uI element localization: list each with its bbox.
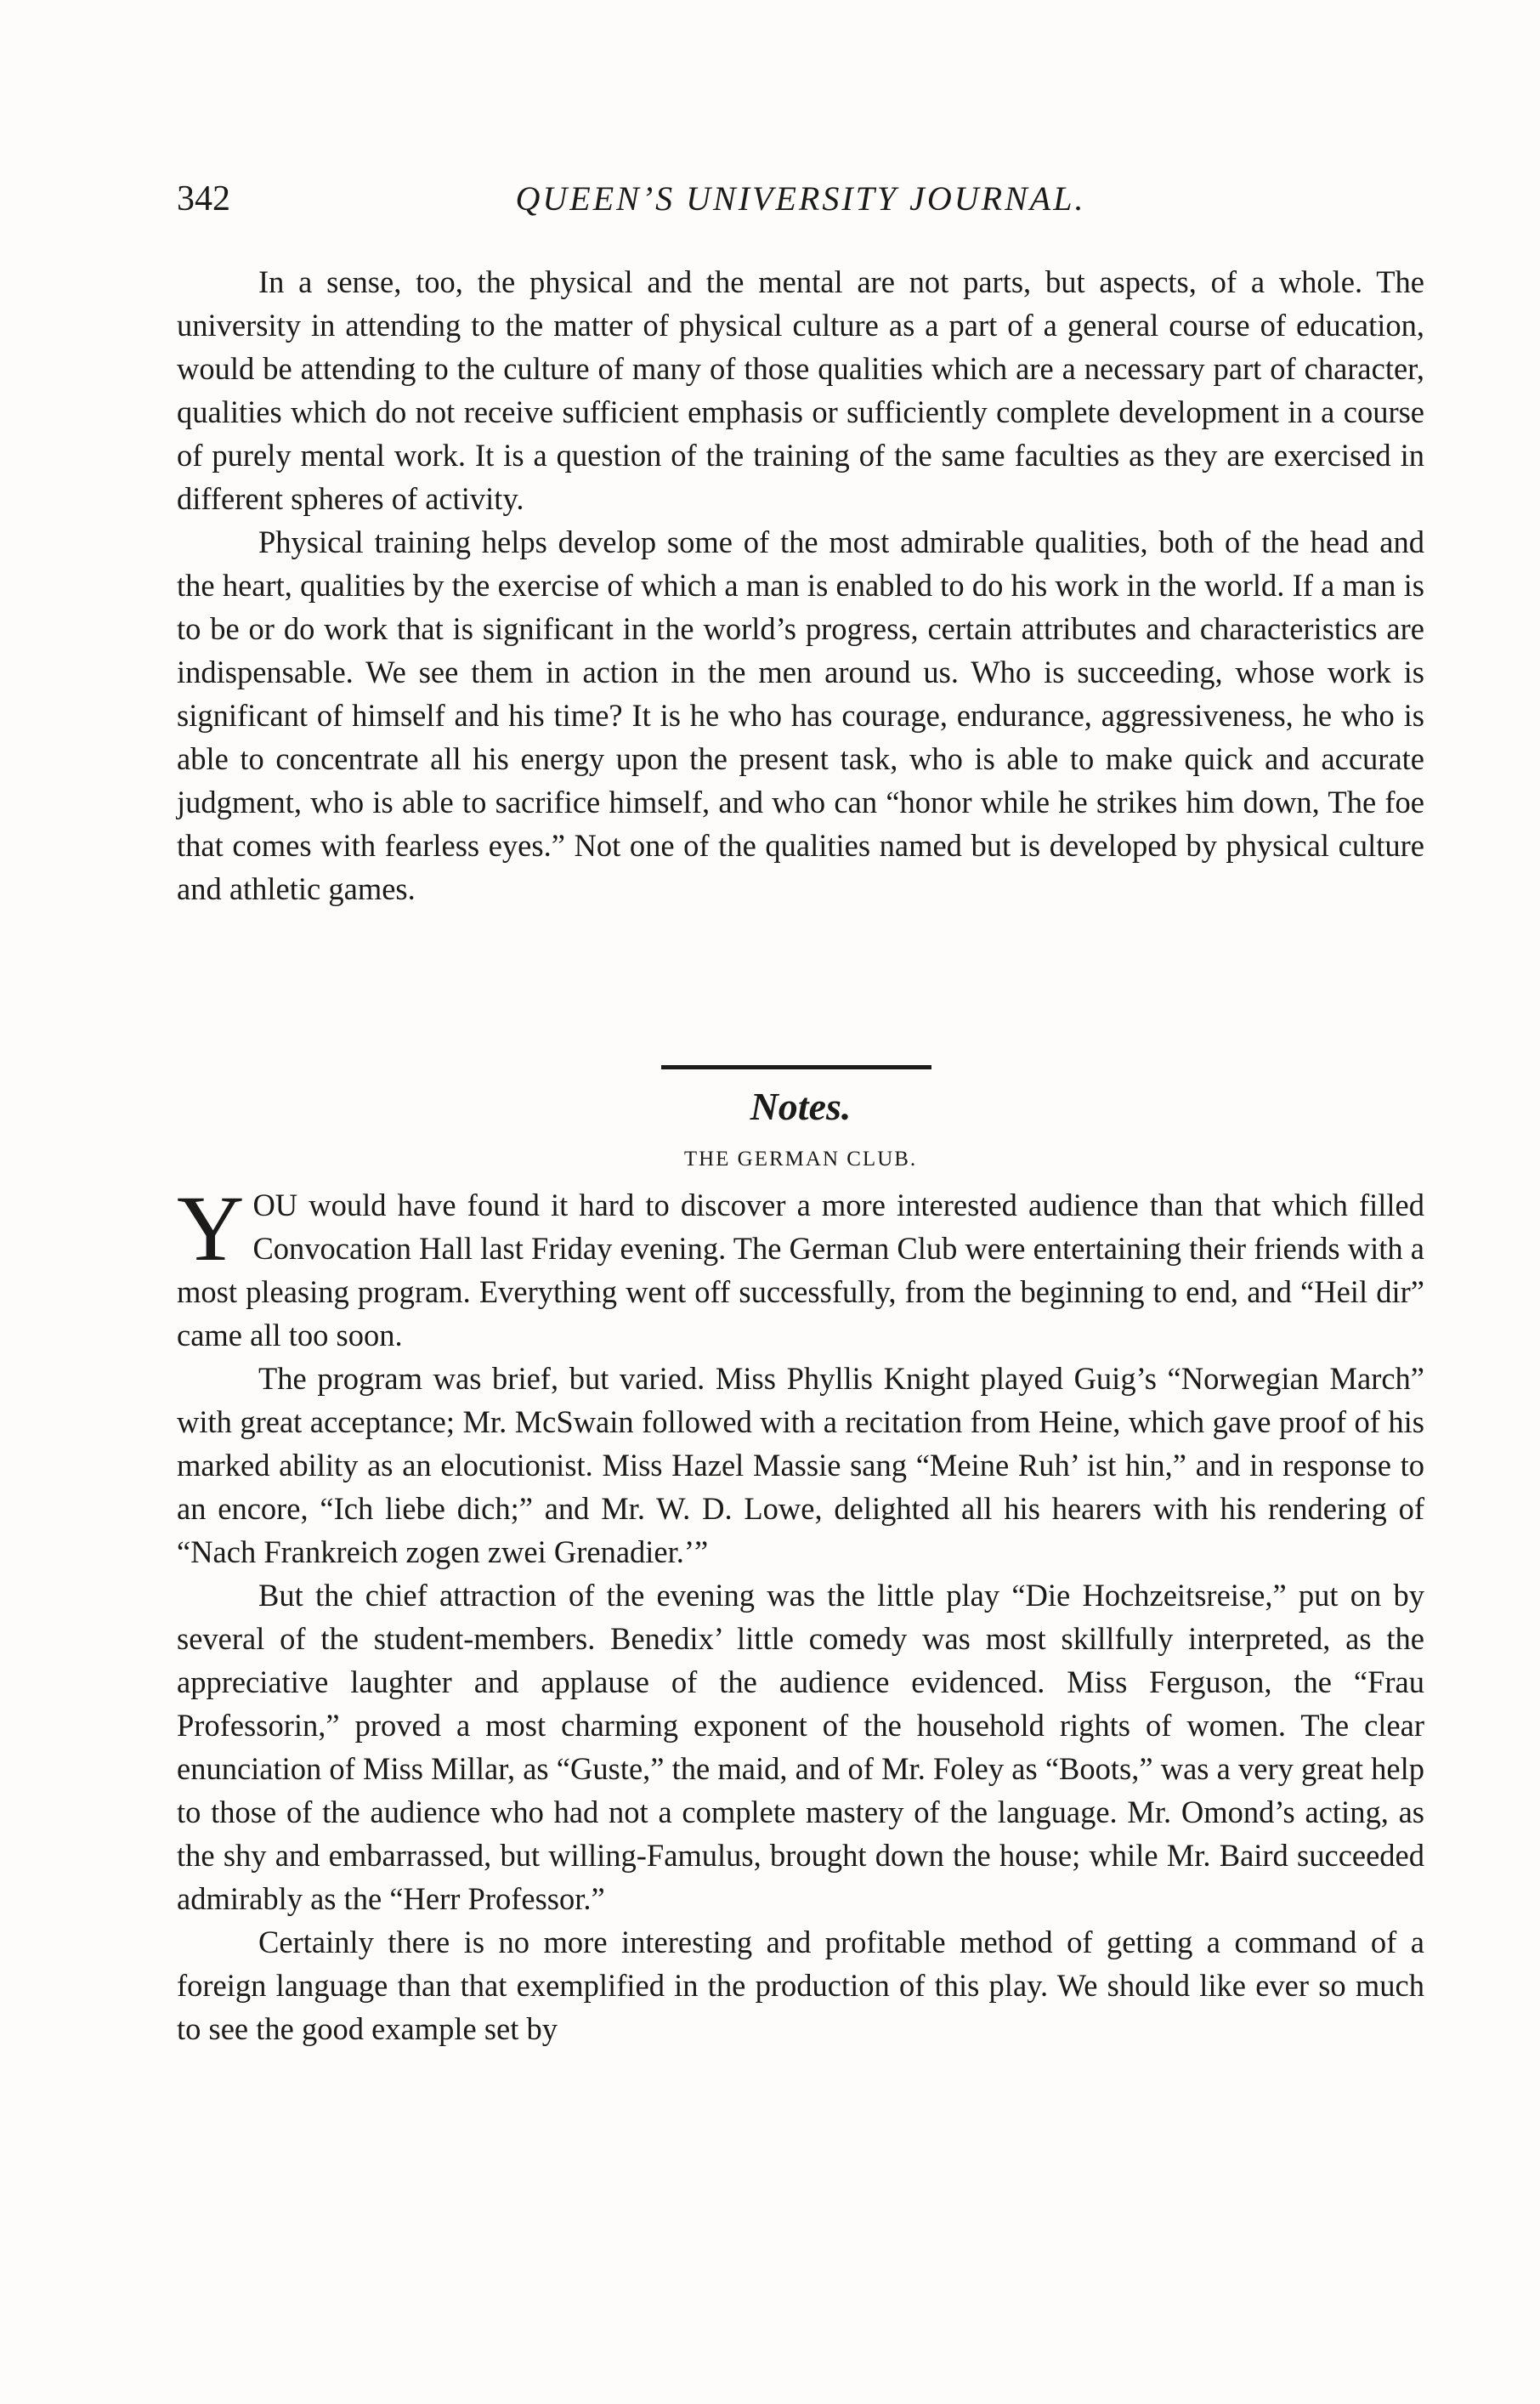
drop-cap: Y [177,1176,245,1280]
paragraph: The program was brief, but varied. Miss Phyllis Knight played Guig’s “Norwegian March” with great acceptance; Mr. McSwain followed with a recitation from Heine, which gave proof of his marked ability as an elocutionist. Miss Hazel Massie sang “Meine Ruh’ ist hin,” and in response to an encore, “Ich liebe dich;” and Mr. W. D. Lowe, delighted all his hearers with his rendering of “Nach Frankreich zogen zwei Grenadier.’” [177,1361,1424,1569]
notes-heading: Notes. [750,1085,852,1128]
paragraph [177,1176,1424,1357]
german-club-heading: THE GERMAN CLUB. [683,1148,918,1171]
journal-title: QUEEN’S UNIVERSITY JOURNAL. [515,179,1086,218]
first-paragraph-text: OU would have found it hard to discover a more interested audience than that which filled Convocation Hall last Friday evening. The German Club were entertaining their friends with a most pleasing program. Everything went off successfully, from the beginning to end, and “Heil dir” came all too soon. [177,1188,1424,1352]
paragraph: Certainly there is no more interesting and profitable method of getting a command of a foreign language than that exemplified in the production of this play. We should like ever so much to see the good example set by [177,1925,1424,2046]
paragraph: In a sense, too, the physical and the mental are not parts, but aspects, of a whole. The university in attending to the matter of physical culture as a part of a general course of education, would be attending to the culture of many of those qualities which are a necessary part of character, qualities which do not receive sufficient emphasis or sufficiently complete development in a course of purely mental work. It is a question of the training of the same faculties as they are exercised in different spheres of activity. [177,264,1424,516]
page-number: 342 [177,179,230,218]
paragraph: Physical training helps develop some of the most admirable qualities, both of the head and the heart, qualities by the exercise of which a man is enabled to do his work in the world. If a man is to be or do work that is significant in the world’s progress, certain attributes and characteristics are indispensable. We see them in action in the men around us. Who is succeeding, whose work is significant of himself and his time? It is he who has courage, endurance, aggressiveness, he who is able to concentrate all his energy upon the present task, who is able to make quick and accurate judgment, who is able to sacrifice himself, and who can “honor while he strikes him down, The foe that comes with fearless eyes.” Not one of the qualities named but is developed by physical culture and athletic games. [177,524,1424,906]
section-divider [661,1065,931,1069]
paragraph: But the chief attraction of the evening was the little play “Die Hochzeitsreise,” put on by several of the student-members. Benedix’ little comedy was most skillfully interpreted, as the appreciative laughter and applause of the audience evidenced. Miss Ferguson, the “Frau Professorin,” proved a most charming exponent of the household rights of women. The clear enunciation of Miss Millar, as “Guste,” the maid, and of Mr. Foley as “Boots,” was a very great help to those of the audience who had not a complete mastery of the language. Mr. Omond’s acting, as the shy and embarrassed, but willing-Famulus, brought down the house; while Mr. Baird succeeded admirably as the “Herr Professor.” [177,1578,1424,1916]
top-article-text [177,260,1424,910]
german-club-text [177,1176,1424,2050]
running-head [177,173,1424,224]
